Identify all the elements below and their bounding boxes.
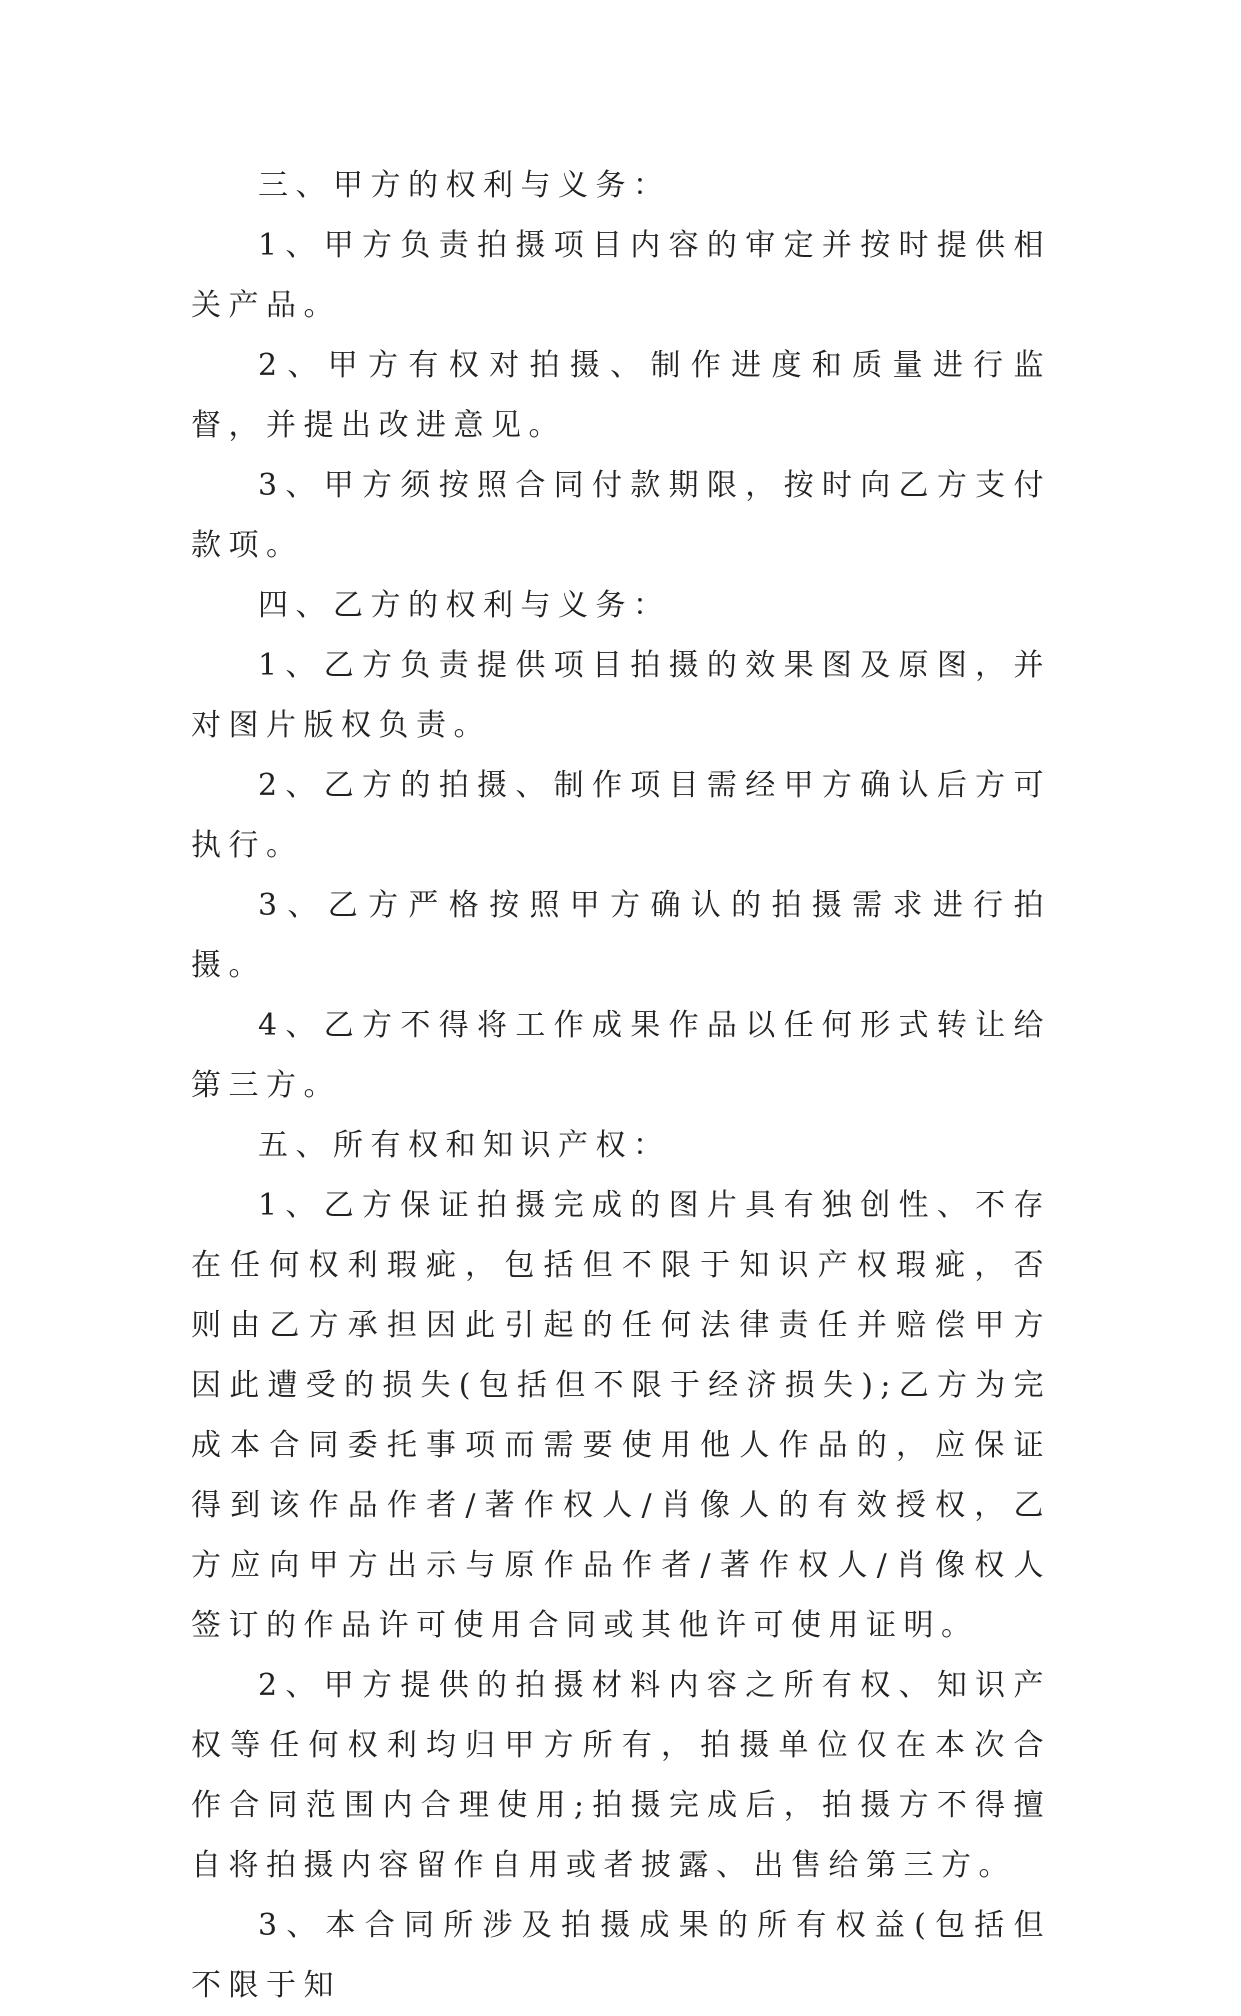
section-heading-party-b: 四、乙方的权利与义务： [258,588,671,623]
document-body [191,156,1051,2016]
section-heading-party-a: 三、甲方的权利与义务： [258,168,671,203]
party-b-clause-2: 2、乙方的拍摄、制作项目需经甲方确认后方可执行。 [191,768,1051,863]
party-a-clause-3: 3、甲方须按照合同付款期限，按时向乙方支付款项。 [191,468,1051,563]
ownership-clause-1: 1、乙方保证拍摄完成的图片具有独创性、不存在任何权利瑕疵，包括但不限于知识产权瑕疵，否则由乙方承担因此引起的任何法律责任并赔偿甲方因此遭受的损失(包括但不限于经济损失);乙方为完成本合同委托事项而需要使用他人作品的，应保证得到该作品作者/著作权人/肖像人的有效授权，乙方应向甲方出示与原作品作者/著作权人/肖像权人签订的作品许可使用合同或其他许可使用证明。 [191,1188,1051,1643]
party-a-clause-1: 1、甲方负责拍摄项目内容的审定并按时提供相关产品。 [191,228,1051,323]
party-a-clause-2: 2、甲方有权对拍摄、制作进度和质量进行监督，并提出改进意见。 [191,348,1051,443]
ownership-clause-3: 3、本合同所涉及拍摄成果的所有权益(包括但不限于知 [191,1908,1051,2003]
party-b-clause-1: 1、乙方负责提供项目拍摄的效果图及原图，并对图片版权负责。 [191,648,1051,743]
section-heading-ownership: 五、所有权和知识产权： [258,1128,671,1163]
party-b-clause-4: 4、乙方不得将工作成果作品以任何形式转让给第三方。 [191,1008,1051,1103]
party-b-clause-3: 3、乙方严格按照甲方确认的拍摄需求进行拍摄。 [191,888,1051,983]
ownership-clause-2: 2、甲方提供的拍摄材料内容之所有权、知识产权等任何权利均归甲方所有，拍摄单位仅在本次合作合同范围内合理使用;拍摄完成后，拍摄方不得擅自将拍摄内容留作自用或者披露、出售给第三方。 [191,1668,1051,1883]
